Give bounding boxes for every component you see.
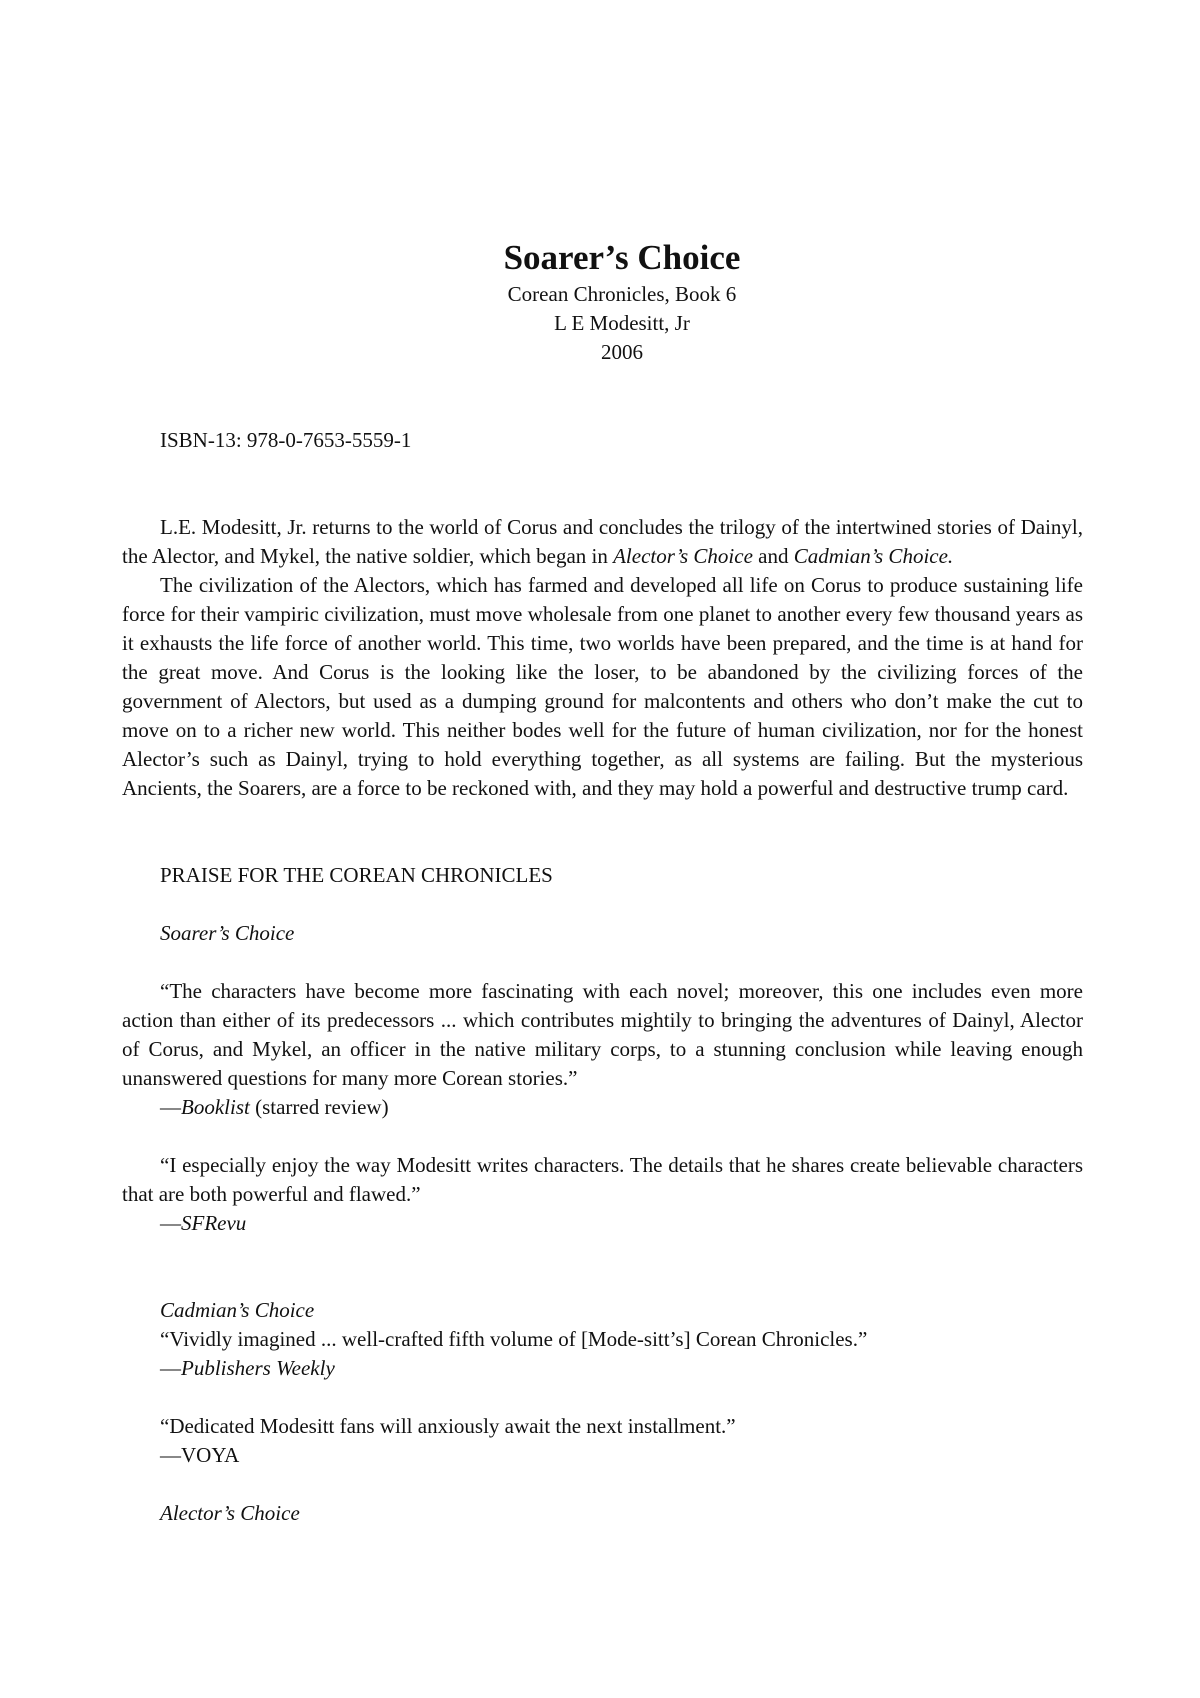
series-line: Corean Chronicles, Book 6	[507, 282, 737, 306]
blurb-book-title-alector: Alector’s Choice	[613, 544, 753, 568]
isbn-line: ISBN-13: 978-0-7653-5559-1	[160, 428, 412, 452]
attribution-source-booklist: Booklist	[181, 1095, 250, 1119]
praise-book-alectors-title: Alector’s Choice	[160, 1501, 300, 1525]
blurb-paragraph-2: The civilization of the Alectors, which has farmed and developed all life on Corus to produce sustaining life force for their vampiric civilization, must move wholesale from one planet to another every few thousand years as it exhausts the life force of another world. This time, two worlds have been prepared, and the time is at hand for the great move. And Corus is the looking like the loser, to be abandoned by the civilizing forces of the government of Alectors, but used as a dumping ground for malcontents and others who don’t make the cut to move on to a richer new world. This neither bodes well for the future of human civilization, nor for the honest Alector’s such as Dainyl, trying to hold everything together, as all systems are failing. But the mysterious Ancients, the Soarers, are a force to be reckoned with, and they may hold a powerful and destructive trump card.	[122, 573, 1083, 800]
praise-book-soarers	[122, 919, 1083, 948]
quote-sfrevu: “I especially enjoy the way Modesitt writes characters. The details that he shares create believable characters that are both powerful and flawed.”	[122, 1153, 1083, 1206]
attribution-voya: —VOYA	[160, 1443, 240, 1467]
quote-voya: “Dedicated Modesitt fans will anxiously await the next installment.”	[160, 1414, 736, 1438]
attribution-sfrevu	[122, 1209, 1083, 1238]
blurb-and: and	[752, 544, 794, 568]
attribution-dash: —	[160, 1095, 181, 1119]
attribution-dash: —	[160, 1211, 181, 1235]
attribution-booklist	[122, 1093, 1083, 1122]
book-title: Soarer’s Choice	[503, 238, 741, 277]
quote-booklist: “The characters have become more fascinating with each novel; moreover, this one includes even more action than either of its predecessors ... which contributes mightily to bringing the adventures of Dainyl, Alector of Corus, and Mykel, an officer in the native military corps, to a stunning conclusion while leaving enough unanswered questions for many more Corean stories.”	[122, 979, 1083, 1090]
praise-book-cadmians	[122, 1296, 1083, 1325]
attribution-note: (starred review)	[249, 1095, 389, 1119]
title-block	[22, 236, 1200, 367]
blurb-p1-text: L.E. Modesitt, Jr. returns to the world of Corus and concludes the trilogy of the intertwined stories of Dainyl, the Alector, and Mykel, the native soldier, which began in	[122, 515, 1083, 568]
year-line: 2006	[601, 340, 643, 364]
blurb-book-title-cadmian: Cadmian’s Choice.	[793, 544, 954, 568]
main-content	[122, 426, 1083, 1528]
attribution-source-sfrevu: SFRevu	[181, 1211, 247, 1235]
praise-heading: PRAISE FOR THE COREAN CHRONICLES	[160, 863, 553, 887]
author-line: L E Modesitt, Jr	[554, 311, 690, 335]
attribution-source-publishers-weekly: Publishers Weekly	[181, 1356, 335, 1380]
praise-book-soarers-title: Soarer’s Choice	[160, 921, 295, 945]
praise-book-alectors	[122, 1499, 1083, 1528]
attribution-dash: —	[160, 1356, 181, 1380]
attribution-publishers-weekly	[122, 1354, 1083, 1383]
quote-publishers-weekly: “Vividly imagined ... well-crafted fifth volume of [Mode-sitt’s] Corean Chronicles.”	[160, 1327, 868, 1351]
praise-book-cadmians-title: Cadmian’s Choice	[160, 1298, 315, 1322]
blurb-paragraph-1	[122, 513, 1083, 571]
